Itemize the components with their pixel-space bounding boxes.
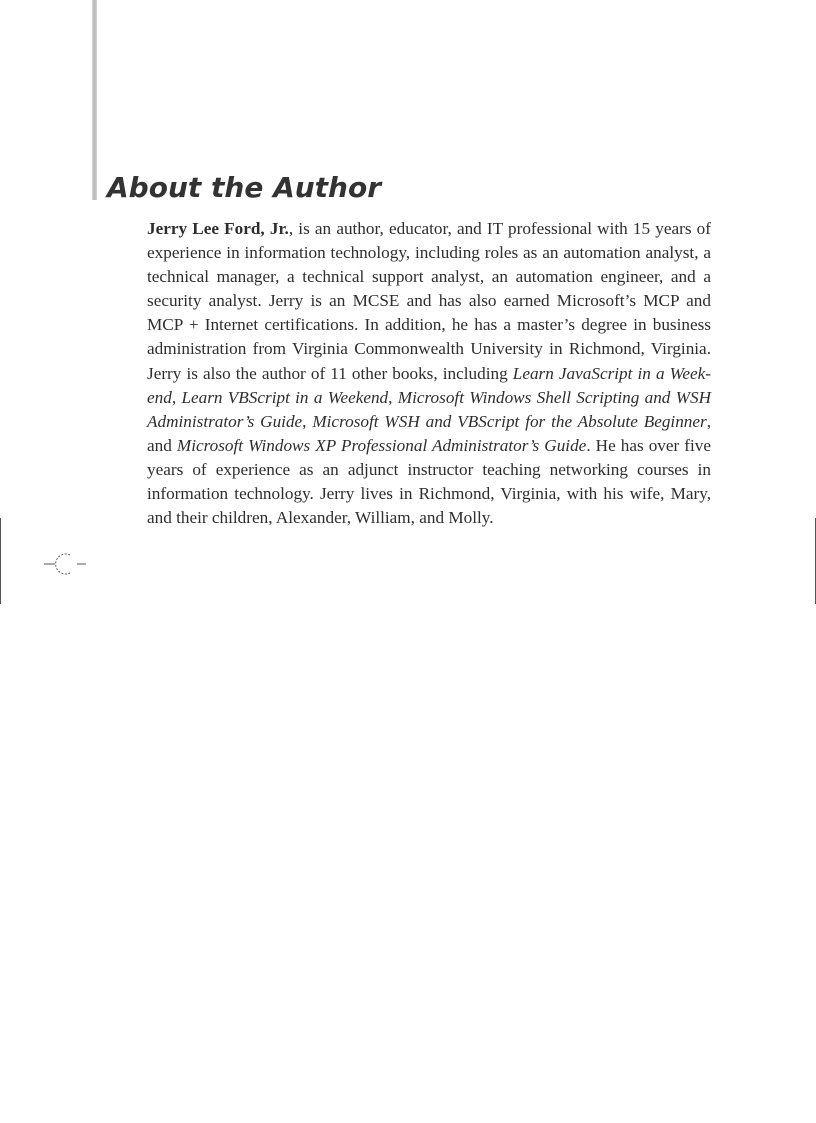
bio-text-4: ,	[302, 411, 313, 431]
author-bio	[147, 217, 711, 530]
bio-text-5: , and	[147, 411, 712, 455]
book-title-4: Microsoft WSH and VBScript for the Absolute Beginner	[312, 411, 707, 431]
bio-text-3: ,	[388, 387, 398, 407]
bio-text-2: ,	[171, 387, 182, 407]
author-name: Jerry Lee Ford, Jr.	[147, 219, 289, 238]
book-title-3: Microsoft Windows Shell Scripting and WSH Administrator’s Guide	[147, 387, 712, 431]
bio-text-6: . He has over five years of experience as an adjunct instructor teaching networking courses in information technology. Jerry lives in Richmond, Virginia, with his wife, Mary, and their children, Alexander, William, and Molly.	[147, 435, 712, 528]
page-title: About the Author	[107, 171, 382, 204]
crop-mark-left	[0, 518, 1, 604]
book-title-1: Learn JavaScript in a Weekend	[147, 363, 711, 407]
margin-bar	[92, 0, 97, 200]
registration-mark-icon	[44, 550, 88, 578]
bio-text-1: , is an author, educator, and IT professional with 15 years of experience in information technology, including roles as an automation analyst, a technical manager, a technical support analyst, an automation engineer, and a security analyst. Jerry is an MCSE and has also earned Microsoft’s MCP and MCP + Internet certifications. In addition, he has a master’s degree in business administration from Virginia Commonwealth University in Richmond, Virginia. Jerry is also the author of 11 other books, including	[147, 219, 712, 383]
book-title-2: Learn VBScript in a Weekend	[181, 387, 389, 407]
book-title-5: Microsoft Windows XP Professional Administrator’s Guide	[176, 435, 587, 455]
